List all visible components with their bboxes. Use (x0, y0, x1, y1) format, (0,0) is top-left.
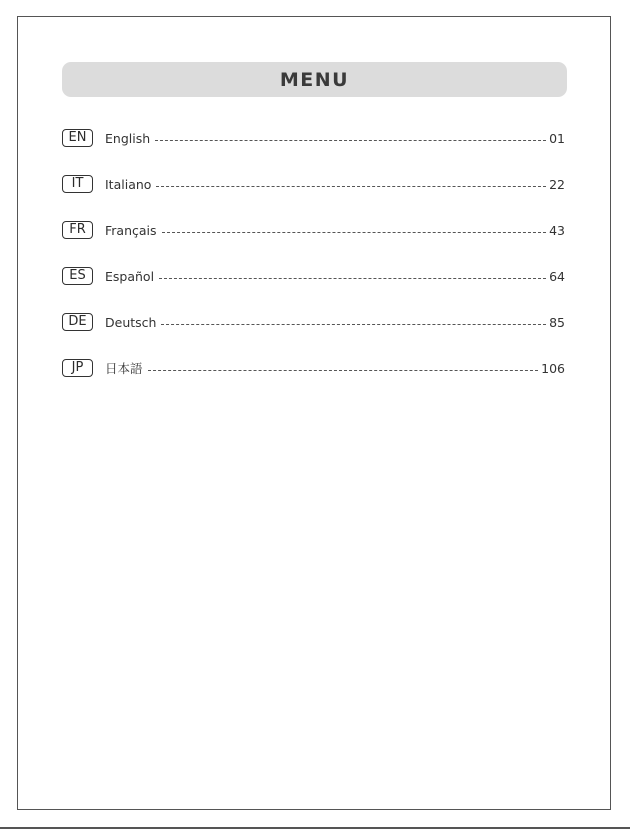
toc-entry-espanol[interactable] (62, 266, 565, 286)
toc-entry-japanese[interactable] (62, 358, 565, 378)
language-name: English (105, 130, 151, 146)
table-of-contents (62, 128, 565, 404)
toc-entry-francais[interactable] (62, 220, 565, 240)
language-name: Français (105, 222, 157, 238)
language-code-badge: JP (62, 359, 93, 377)
dotted-leader (155, 140, 546, 141)
dotted-leader (162, 232, 547, 233)
toc-entry-italiano[interactable] (62, 174, 565, 194)
language-name: 日本語 (105, 361, 143, 376)
menu-header (62, 62, 567, 97)
page-number: 106 (541, 360, 565, 376)
language-code-badge: ES (62, 267, 93, 285)
language-code-badge: EN (62, 129, 93, 147)
language-code-badge: IT (62, 175, 93, 193)
page-number: 85 (549, 314, 565, 330)
toc-entry-english[interactable] (62, 128, 565, 148)
language-name: Italiano (105, 176, 152, 192)
page-number: 64 (549, 268, 565, 284)
menu-title: MENU (279, 68, 350, 91)
language-code-badge: DE (62, 313, 93, 331)
dotted-leader (161, 324, 546, 325)
page-number: 43 (549, 222, 565, 238)
toc-entry-deutsch[interactable] (62, 312, 565, 332)
language-name: Español (105, 268, 155, 284)
dotted-leader (156, 186, 546, 187)
page-number: 01 (549, 130, 565, 146)
dotted-leader (148, 370, 539, 371)
page-number: 22 (549, 176, 565, 192)
language-code-badge: FR (62, 221, 93, 239)
language-name: Deutsch (105, 314, 157, 330)
dotted-leader (159, 278, 546, 279)
